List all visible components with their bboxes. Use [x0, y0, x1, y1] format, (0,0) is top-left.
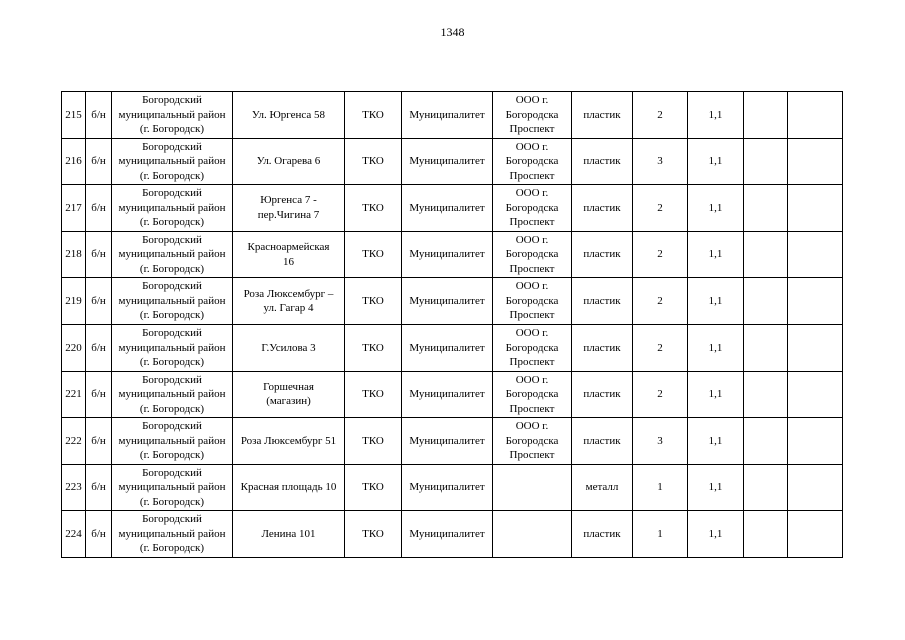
district-cell-line: (г. Богородск) — [139, 262, 205, 275]
registry-number-cell: б/н — [86, 511, 112, 558]
operator-cell-line: ООО г. — [515, 327, 549, 340]
container-volume-cell: 1,1 — [688, 185, 744, 232]
registry-number-cell: б/н — [86, 324, 112, 371]
empty-cell — [744, 511, 788, 558]
address-cell — [233, 324, 345, 371]
owner-cell: Муниципалитет — [402, 418, 493, 465]
address-cell — [233, 185, 345, 232]
operator-cell-line: Богородска — [505, 341, 559, 354]
owner-cell: Муниципалитет — [402, 185, 493, 232]
district-cell — [112, 324, 233, 371]
address-cell-line: Красная площадь 10 — [240, 481, 337, 494]
operator-cell-line: Богородска — [505, 388, 559, 401]
table-row — [62, 464, 843, 511]
address-cell-line: (магазин) — [266, 395, 311, 408]
operator-cell-line: Проспект — [509, 216, 555, 229]
district-cell-line: муниципальный район — [118, 201, 226, 214]
table-row — [62, 371, 843, 418]
address-cell-line: Красноармейская — [247, 241, 330, 254]
district-cell-line: муниципальный район — [118, 155, 226, 168]
district-cell — [112, 231, 233, 278]
district-cell — [112, 278, 233, 325]
material-cell: металл — [572, 464, 633, 511]
district-cell-line: муниципальный район — [118, 481, 226, 494]
container-volume-cell: 1,1 — [688, 511, 744, 558]
operator-cell — [493, 324, 572, 371]
table-row — [62, 324, 843, 371]
address-cell — [233, 92, 345, 139]
operator-cell — [493, 278, 572, 325]
row-number-cell: 219 — [62, 278, 86, 325]
address-cell-line: Роза Люксембург – — [243, 287, 334, 300]
address-cell-line: Г.Усилова 3 — [261, 341, 316, 354]
district-cell-line: муниципальный район — [118, 294, 226, 307]
container-volume-cell: 1,1 — [688, 418, 744, 465]
operator-cell — [493, 418, 572, 465]
address-cell-line: 16 — [283, 255, 294, 268]
registry-number-cell: б/н — [86, 418, 112, 465]
empty-cell — [788, 418, 843, 465]
registry-number-cell: б/н — [86, 464, 112, 511]
owner-cell: Муниципалитет — [402, 371, 493, 418]
operator-cell — [493, 511, 572, 558]
empty-cell — [744, 324, 788, 371]
empty-cell — [744, 278, 788, 325]
material-cell: пластик — [572, 278, 633, 325]
waste-type-cell: ТКО — [345, 511, 402, 558]
district-cell-line: муниципальный район — [118, 527, 226, 540]
operator-cell — [493, 371, 572, 418]
operator-cell-line: Богородска — [505, 434, 559, 447]
district-cell-line: (г. Богородск) — [139, 402, 205, 415]
district-cell-line: (г. Богородск) — [139, 309, 205, 322]
table-row — [62, 92, 843, 139]
container-count-cell: 2 — [633, 185, 688, 232]
container-count-cell: 2 — [633, 231, 688, 278]
operator-cell-line: ООО г. — [515, 140, 549, 153]
waste-type-cell: ТКО — [345, 464, 402, 511]
district-cell — [112, 464, 233, 511]
district-cell — [112, 92, 233, 139]
container-volume-cell: 1,1 — [688, 278, 744, 325]
registry-number-cell: б/н — [86, 185, 112, 232]
container-volume-cell: 1,1 — [688, 138, 744, 185]
waste-type-cell: ТКО — [345, 278, 402, 325]
table-row — [62, 185, 843, 232]
material-cell: пластик — [572, 418, 633, 465]
operator-cell-line: Проспект — [509, 262, 555, 275]
empty-cell — [788, 371, 843, 418]
empty-cell — [744, 464, 788, 511]
empty-cell — [788, 464, 843, 511]
district-cell-line: Богородский — [142, 187, 202, 200]
row-number-cell: 223 — [62, 464, 86, 511]
row-number-cell: 216 — [62, 138, 86, 185]
waste-type-cell: ТКО — [345, 138, 402, 185]
district-cell-line: Богородский — [142, 94, 202, 107]
district-cell-line: (г. Богородск) — [139, 123, 205, 136]
container-count-cell: 2 — [633, 92, 688, 139]
table-row — [62, 511, 843, 558]
empty-cell — [788, 278, 843, 325]
district-cell-line: Богородский — [142, 280, 202, 293]
operator-cell-line: ООО г. — [515, 373, 549, 386]
material-cell: пластик — [572, 185, 633, 232]
district-cell-line: (г. Богородск) — [139, 216, 205, 229]
address-cell — [233, 278, 345, 325]
address-cell — [233, 418, 345, 465]
empty-cell — [788, 138, 843, 185]
address-cell-line: Роза Люксембург 51 — [240, 434, 337, 447]
district-cell-line: Богородский — [142, 327, 202, 340]
row-number-cell: 222 — [62, 418, 86, 465]
district-cell-line: муниципальный район — [118, 248, 226, 261]
empty-cell — [744, 185, 788, 232]
operator-cell-line: Богородска — [505, 155, 559, 168]
empty-cell — [788, 511, 843, 558]
operator-cell-line: Богородска — [505, 201, 559, 214]
page-number: 1348 — [440, 25, 465, 39]
registry-number-cell: б/н — [86, 371, 112, 418]
district-cell-line: (г. Богородск) — [139, 495, 205, 508]
container-sites-table — [61, 91, 843, 558]
container-count-cell: 3 — [633, 418, 688, 465]
row-number-cell: 220 — [62, 324, 86, 371]
operator-cell-line: ООО г. — [515, 420, 549, 433]
operator-cell — [493, 138, 572, 185]
container-count-cell: 1 — [633, 464, 688, 511]
address-cell-line: Юргенса 7 - — [260, 194, 317, 207]
empty-cell — [744, 231, 788, 278]
operator-cell-line: Проспект — [509, 123, 555, 136]
operator-cell — [493, 231, 572, 278]
waste-type-cell: ТКО — [345, 371, 402, 418]
waste-type-cell: ТКО — [345, 231, 402, 278]
district-cell-line: муниципальный район — [118, 388, 226, 401]
district-cell — [112, 185, 233, 232]
container-volume-cell: 1,1 — [688, 464, 744, 511]
waste-type-cell: ТКО — [345, 185, 402, 232]
operator-cell-line: ООО г. — [515, 187, 549, 200]
waste-type-cell: ТКО — [345, 418, 402, 465]
table-row — [62, 231, 843, 278]
operator-cell — [493, 464, 572, 511]
district-cell-line: (г. Богородск) — [139, 449, 205, 462]
registry-number-cell: б/н — [86, 278, 112, 325]
waste-type-cell: ТКО — [345, 324, 402, 371]
owner-cell: Муниципалитет — [402, 464, 493, 511]
container-count-cell: 3 — [633, 138, 688, 185]
district-cell — [112, 371, 233, 418]
registry-number-cell: б/н — [86, 138, 112, 185]
container-volume-cell: 1,1 — [688, 324, 744, 371]
address-cell-line: ул. Гагар 4 — [263, 302, 314, 315]
material-cell: пластик — [572, 324, 633, 371]
empty-cell — [788, 92, 843, 139]
operator-cell-line: Проспект — [509, 169, 555, 182]
row-number-cell: 221 — [62, 371, 86, 418]
registry-number-cell: б/н — [86, 231, 112, 278]
container-count-cell: 2 — [633, 371, 688, 418]
operator-cell-line: Проспект — [509, 402, 555, 415]
district-cell-line: (г. Богородск) — [139, 169, 205, 182]
table-row — [62, 278, 843, 325]
material-cell: пластик — [572, 511, 633, 558]
container-volume-cell: 1,1 — [688, 231, 744, 278]
container-count-cell: 1 — [633, 511, 688, 558]
operator-cell — [493, 92, 572, 139]
operator-cell-line: Богородска — [505, 108, 559, 121]
district-cell-line: Богородский — [142, 420, 202, 433]
material-cell: пластик — [572, 231, 633, 278]
owner-cell: Муниципалитет — [402, 511, 493, 558]
address-cell-line: Ленина 101 — [261, 527, 316, 540]
district-cell — [112, 418, 233, 465]
operator-cell-line: Богородска — [505, 248, 559, 261]
owner-cell: Муниципалитет — [402, 92, 493, 139]
material-cell: пластик — [572, 92, 633, 139]
address-cell-line: пер.Чигина 7 — [257, 208, 320, 221]
address-cell-line: Ул. Юргенса 58 — [251, 108, 326, 121]
material-cell: пластик — [572, 371, 633, 418]
district-cell-line: Богородский — [142, 466, 202, 479]
district-cell-line: Богородский — [142, 373, 202, 386]
address-cell — [233, 511, 345, 558]
address-cell — [233, 138, 345, 185]
address-cell — [233, 464, 345, 511]
empty-cell — [788, 185, 843, 232]
empty-cell — [744, 92, 788, 139]
owner-cell: Муниципалитет — [402, 324, 493, 371]
owner-cell: Муниципалитет — [402, 138, 493, 185]
operator-cell-line: ООО г. — [515, 280, 549, 293]
empty-cell — [744, 371, 788, 418]
district-cell — [112, 138, 233, 185]
container-volume-cell: 1,1 — [688, 371, 744, 418]
district-cell-line: (г. Богородск) — [139, 356, 205, 369]
empty-cell — [788, 324, 843, 371]
container-count-cell: 2 — [633, 324, 688, 371]
operator-cell-line: ООО г. — [515, 94, 549, 107]
operator-cell-line: Богородска — [505, 294, 559, 307]
address-cell-line: Горшечная — [263, 380, 314, 393]
empty-cell — [744, 418, 788, 465]
registry-number-cell: б/н — [86, 92, 112, 139]
district-cell-line: Богородский — [142, 140, 202, 153]
operator-cell — [493, 185, 572, 232]
address-cell — [233, 371, 345, 418]
district-cell-line: муниципальный район — [118, 108, 226, 121]
container-count-cell: 2 — [633, 278, 688, 325]
empty-cell — [788, 231, 843, 278]
empty-cell — [744, 138, 788, 185]
district-cell — [112, 511, 233, 558]
district-cell-line: (г. Богородск) — [139, 542, 205, 555]
table-row — [62, 138, 843, 185]
row-number-cell: 218 — [62, 231, 86, 278]
operator-cell-line: Проспект — [509, 449, 555, 462]
material-cell: пластик — [572, 138, 633, 185]
district-cell-line: муниципальный район — [118, 434, 226, 447]
address-cell-line: Ул. Огарева 6 — [256, 155, 321, 168]
operator-cell-line: Проспект — [509, 356, 555, 369]
district-cell-line: Богородский — [142, 513, 202, 526]
row-number-cell: 215 — [62, 92, 86, 139]
address-cell — [233, 231, 345, 278]
owner-cell: Муниципалитет — [402, 231, 493, 278]
district-cell-line: Богородский — [142, 233, 202, 246]
operator-cell-line: ООО г. — [515, 233, 549, 246]
row-number-cell: 224 — [62, 511, 86, 558]
table-row — [62, 418, 843, 465]
waste-type-cell: ТКО — [345, 92, 402, 139]
row-number-cell: 217 — [62, 185, 86, 232]
container-volume-cell: 1,1 — [688, 92, 744, 139]
district-cell-line: муниципальный район — [118, 341, 226, 354]
operator-cell-line: Проспект — [509, 309, 555, 322]
owner-cell: Муниципалитет — [402, 278, 493, 325]
